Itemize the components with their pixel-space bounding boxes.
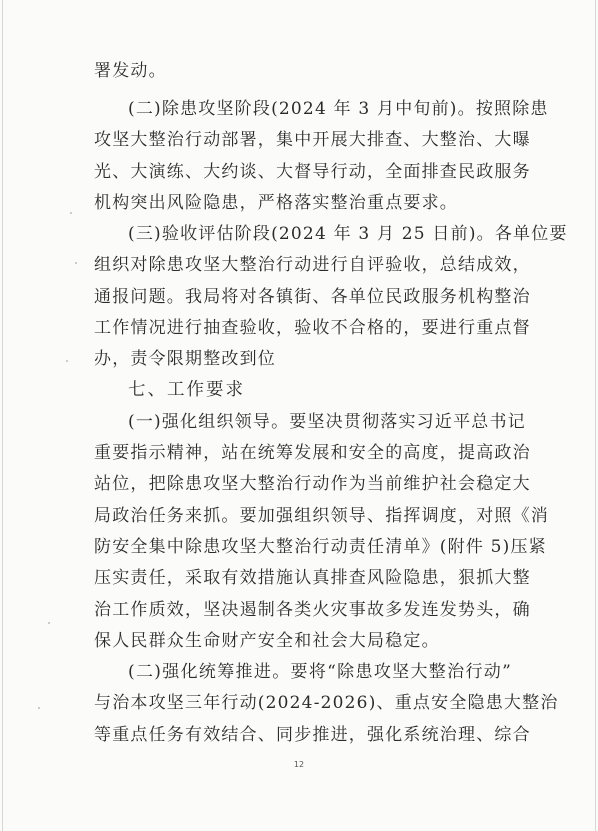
text-line: 站位，把除患攻坚大整治行动作为当前维护社会稳定大: [94, 474, 531, 494]
text-line: 等重点任务有效结合、同步推进，强化系统治理、综合: [94, 725, 531, 745]
text-line: 压实责任，采取有效措施认真排查风险隐患，狠抓大整: [94, 568, 531, 588]
scan-speck: [66, 360, 68, 362]
scan-speck: [70, 212, 72, 214]
text-line: 保人民群众生命财产安全和社会大局稳定。: [94, 631, 440, 651]
text-line: (三)验收评估阶段(2024 年 3 月 25 日前)。各单位要: [128, 224, 568, 244]
page-number: 12: [293, 760, 305, 769]
page-left-edge: [2, 0, 3, 831]
text-line: 与治本攻坚三年行动(2024-2026)、重点安全隐患大整治: [94, 693, 559, 713]
text-line: 机构突出风险隐患，严格落实整治重点要求。: [94, 193, 458, 213]
text-line: (二)强化统筹推进。要将“除患攻坚大整治行动”: [128, 662, 512, 682]
text-line: 攻坚大整治行动部署，集中开展大排查、大整治、大曝: [94, 130, 531, 150]
scan-speck: [38, 707, 40, 709]
text-line: 署发动。: [94, 61, 167, 81]
text-line: 重要指示精神，站在统筹发展和安全的高度，提高政治: [94, 443, 531, 463]
text-line: 光、大演练、大约谈、大督导行动，全面排查民政服务: [94, 162, 531, 182]
section-heading: 七、工作要求: [128, 380, 245, 400]
text-line: 防安全集中除患攻坚大整治行动责任清单》(附件 5)压紧: [94, 537, 547, 557]
text-line: 组织对除患攻坚大整治行动进行自评验收，总结成效，: [94, 255, 531, 275]
page-right-edge: [595, 0, 596, 831]
text-line: 治工作质效，坚决遏制各类火灾事故多发连发势头，确: [94, 600, 531, 620]
text-line: 通报问题。我局将对各镇街、各单位民政服务机构整治: [94, 287, 531, 307]
scan-speck: [48, 622, 50, 624]
text-line: (一)强化组织领导。要坚决贯彻落实习近平总书记: [128, 412, 526, 432]
text-line: 工作情况进行抽查验收，验收不合格的，要进行重点督: [94, 318, 531, 338]
text-line: 办，责令限期整改到位: [94, 349, 276, 369]
scan-speck: [75, 262, 77, 264]
text-line: (二)除患攻坚阶段(2024 年 3 月中旬前)。按照除患: [128, 99, 549, 119]
text-line: 局政治任务来抓。要加强组织领导、指挥调度，对照《消: [94, 506, 549, 526]
